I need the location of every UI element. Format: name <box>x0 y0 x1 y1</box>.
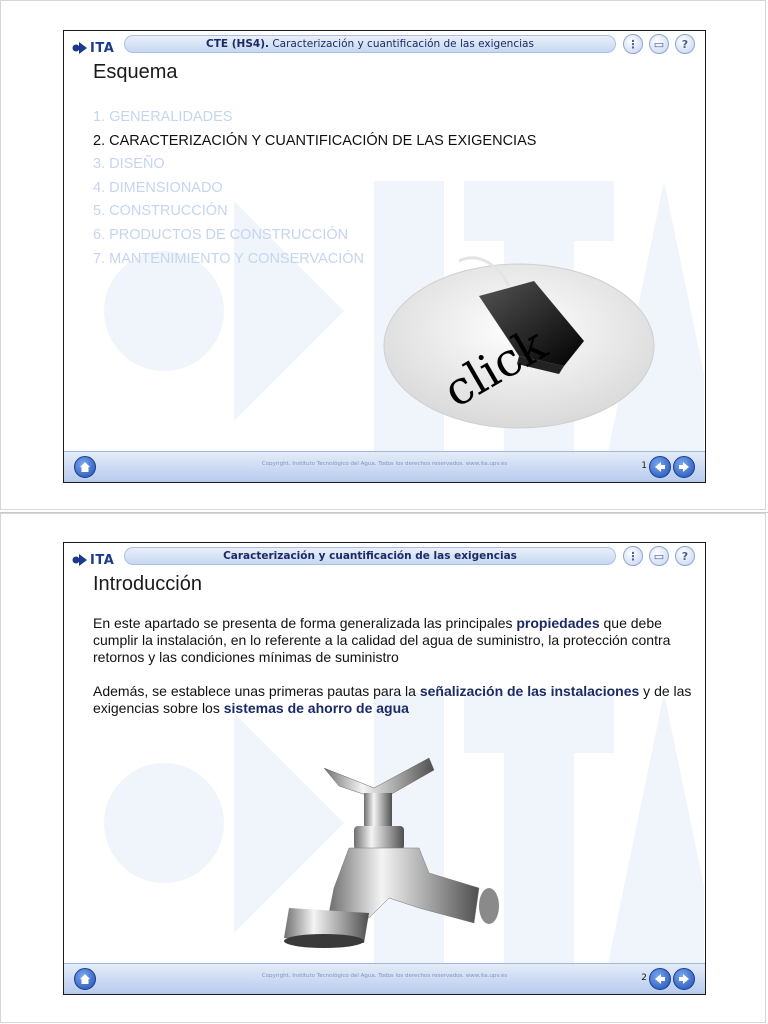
nav-icons <box>623 546 695 566</box>
agenda-item-6[interactable]: 6. PRODUCTOS DE CONSTRUCCIÓN <box>93 226 349 243</box>
page-divider <box>0 512 768 513</box>
slide-footer <box>64 963 705 994</box>
prev-button[interactable] <box>649 456 671 478</box>
ita-logo <box>72 37 122 59</box>
agenda-item-1[interactable]: 1. GENERALIDADES <box>93 109 233 125</box>
agenda-item-4[interactable]: 4. DIMENSIONADO <box>93 179 223 196</box>
next-button[interactable] <box>673 456 695 478</box>
para2-bold-2: sistemas de ahorro de agua <box>223 700 409 716</box>
ita-logo <box>72 549 122 571</box>
slide-2 <box>63 542 706 995</box>
agenda-item-2[interactable]: 2. CARACTERIZACIÓN Y CUANTIFICACIÓN DE LAS EXIGENCIAS <box>93 132 537 149</box>
intro-paragraph-1 <box>93 615 693 666</box>
agenda-item-5[interactable]: 5. CONSTRUCCIÓN <box>93 203 228 220</box>
arrow-right-icon <box>678 461 690 473</box>
book-icon[interactable]: ▭ <box>649 546 669 566</box>
page-number: 2 <box>641 973 647 983</box>
intro-paragraph-2 <box>93 683 693 717</box>
para1-text-c: que debe cumplir la instalación, en lo referente a la calidad del agua de suministro, la protección contra retornos y las condiciones mínimas de suministro <box>93 615 671 665</box>
copyright-text: Copyright. Instituto Tecnológico del Agua. Todos los derechos reservados. www.ita.upv.es <box>261 461 508 467</box>
title-bold: CTE (HS4). <box>206 38 269 50</box>
slide-1 <box>63 30 706 483</box>
slide-footer <box>64 451 705 482</box>
next-button[interactable] <box>673 968 695 990</box>
slide-title-bar <box>124 547 616 565</box>
para2-text-c: y de las exigencias sobre los <box>93 683 692 716</box>
book-icon[interactable]: ▭ <box>649 34 669 54</box>
click-label: click <box>434 316 556 418</box>
logo-text: ITA <box>90 40 115 56</box>
help-icon[interactable]: ? <box>675 34 695 54</box>
title-rest: Caracterización y cuantificación de las exigencias <box>269 38 534 50</box>
copyright-text: Copyright. Instituto Tecnológico del Agua. Todos los derechos reservados. www.ita.upv.es <box>261 973 508 979</box>
index-icon[interactable]: ⋮ <box>623 546 643 566</box>
para1-bold: propiedades <box>516 615 600 631</box>
nav-icons <box>623 34 695 54</box>
home-button[interactable] <box>74 456 96 478</box>
title-bold: Caracterización y cuantificación de las exigencias <box>223 550 517 562</box>
slide-title-bar <box>124 35 616 53</box>
water-tap-photo <box>269 748 499 953</box>
slide-heading: Introducción <box>93 573 202 595</box>
agenda-item-3[interactable]: 3. DISEÑO <box>93 156 165 173</box>
arrow-left-icon <box>654 973 666 985</box>
slide-heading: Esquema <box>93 61 178 83</box>
agenda-item-7[interactable]: 7. MANTENIMIENTO Y CONSERVACIÓN <box>93 250 364 267</box>
logo-text: ITA <box>90 552 115 568</box>
para2-bold-1: señalización de las instalaciones <box>419 683 640 699</box>
click-mouse-photo <box>369 246 659 441</box>
index-icon[interactable]: ⋮ <box>623 34 643 54</box>
ita-logo-icon <box>72 40 88 56</box>
arrow-right-icon <box>678 973 690 985</box>
page-number: 1 <box>641 461 647 471</box>
ita-logo-icon <box>72 552 88 568</box>
para2-text-a: Además, se establece unas primeras pautas para la <box>93 683 420 699</box>
prev-button[interactable] <box>649 968 671 990</box>
intro-body <box>93 615 693 734</box>
arrow-left-icon <box>654 461 666 473</box>
para1-text-a: En este apartado se presenta de forma generalizada las principales <box>93 615 517 631</box>
home-button[interactable] <box>74 968 96 990</box>
help-icon[interactable]: ? <box>675 546 695 566</box>
